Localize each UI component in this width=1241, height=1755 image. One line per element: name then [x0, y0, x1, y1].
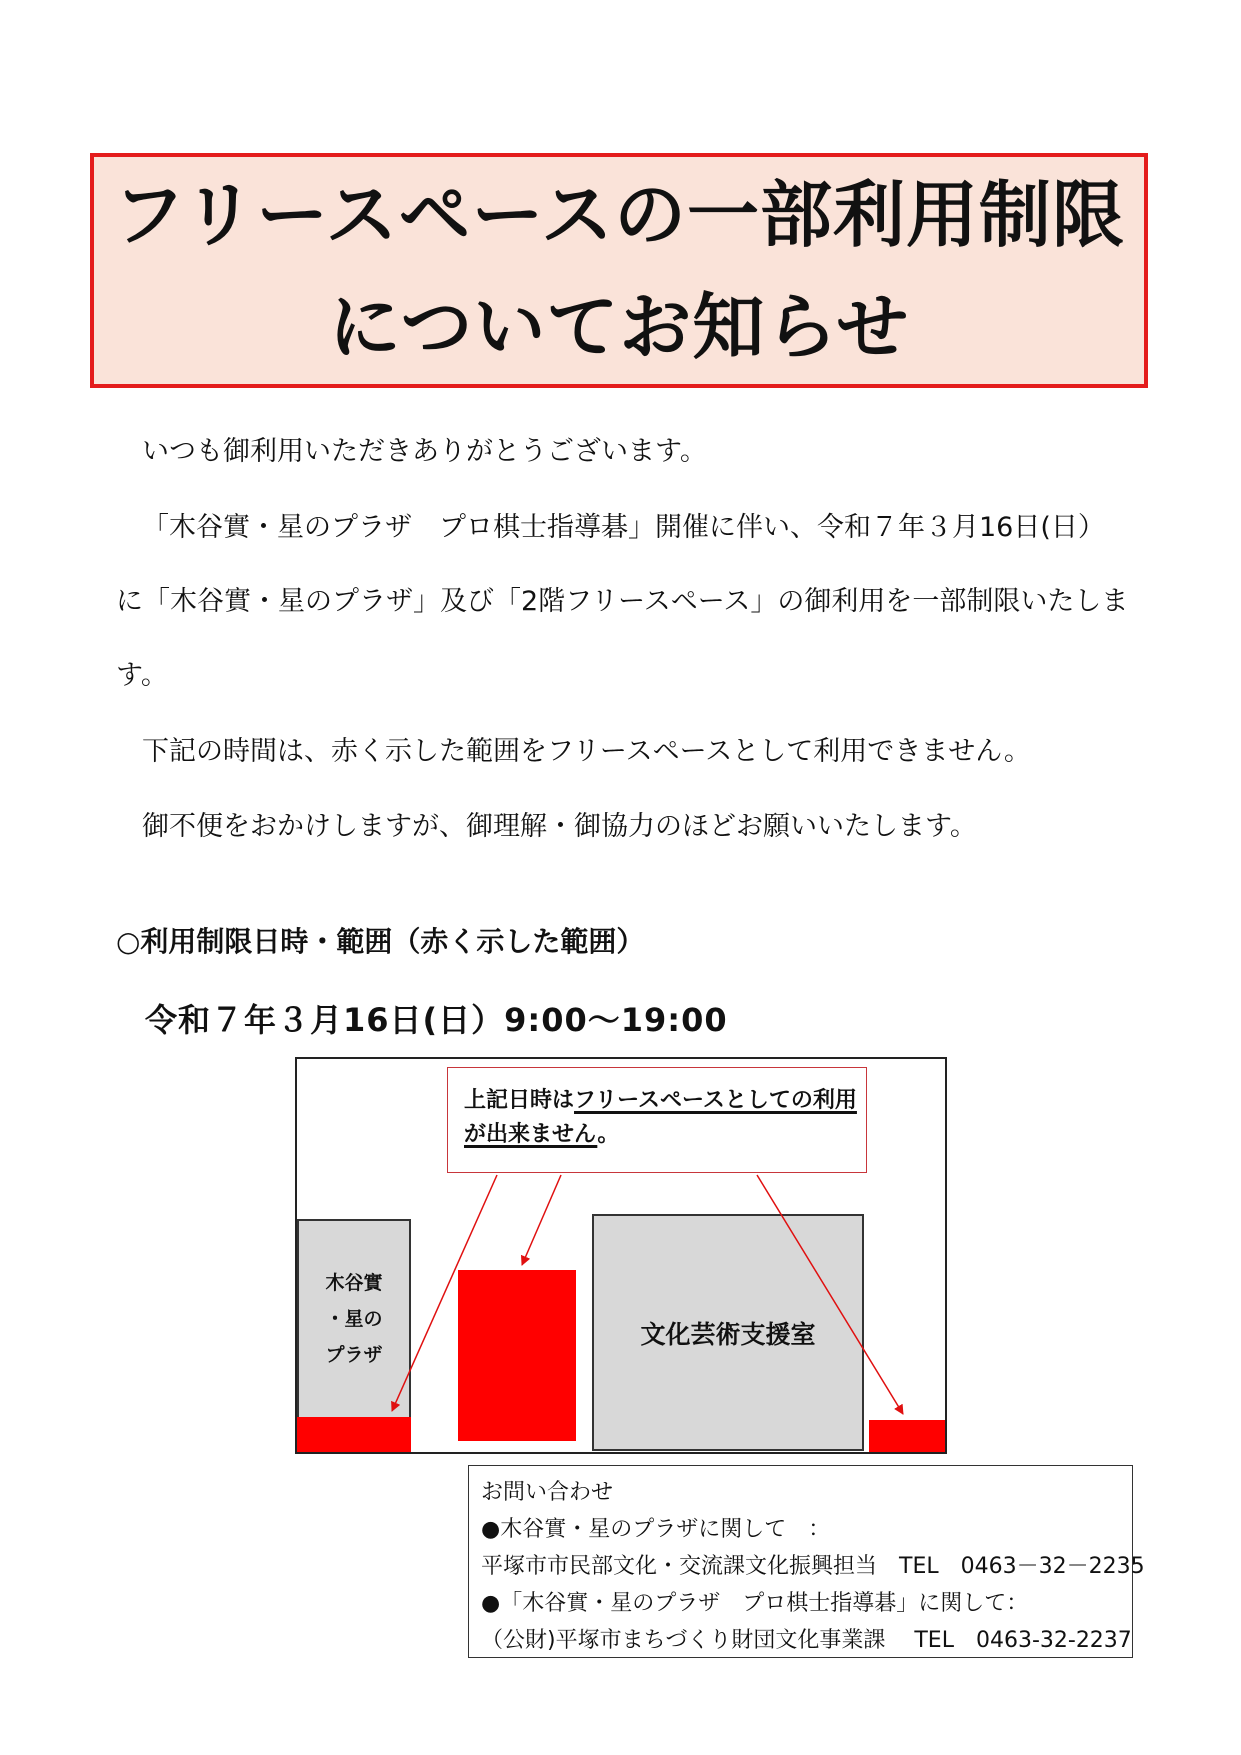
callout-text-plain-2: 。: [597, 1122, 620, 1147]
callout-text-plain: 上記日時は: [464, 1088, 575, 1113]
arrow-to-right-area: [757, 1175, 903, 1414]
callout-text-underlined: フリースペースとしての利用: [574, 1088, 857, 1113]
contact-item-1-detail: 平塚市市民部文化・交流課文化振興担当 TEL 0463－32－2235: [481, 1554, 1145, 1579]
restriction-heading: ○利用制限日時・範囲（赤く示した範囲）: [116, 925, 645, 958]
restriction-paragraph: 下記の時間は、赤く示した範囲をフリースペースとして利用できません。: [142, 736, 1031, 767]
event-paragraph-line-3: す。: [116, 660, 168, 691]
culture-room-label: 文化芸術支援室: [640, 1319, 816, 1349]
kitani-room-label-1: 木谷實: [325, 1272, 383, 1294]
arrow-to-left-area: [392, 1175, 497, 1411]
floor-plan-diagram: [295, 1057, 947, 1454]
greeting-paragraph: いつも御利用いただきありがとうございます。: [142, 436, 707, 467]
event-paragraph-line-2: に「木谷實・星のプラザ」及び「2階フリースペース」の御利用を一部制限いたしま: [116, 586, 1129, 617]
contact-item-2-detail: （公財)平塚市まちづくり財団文化事業課 TEL 0463-32-2237: [481, 1628, 1132, 1653]
callout-text-underlined-2: が出来ません: [464, 1122, 598, 1147]
kitani-room-label-2: ・星の: [325, 1308, 383, 1330]
contact-box: [468, 1465, 1145, 1658]
notice-title-box: [90, 153, 1148, 388]
event-paragraph-line-1: 「木谷實・星のプラザ プロ棋士指導碁」開催に伴い、令和７年３月16日(日）: [142, 512, 1105, 543]
notice-title-line-1: フリースペースの一部利用制限: [113, 172, 1125, 257]
arrow-to-center-area: [522, 1175, 561, 1265]
callout-arrows: [297, 1059, 945, 1452]
kitani-room-label-3: プラザ: [325, 1344, 383, 1366]
apology-paragraph: 御不便をおかけしますが、御理解・御協力のほどお願いいたします。: [142, 811, 977, 842]
restriction-datetime: 令和７年３月16日(日）9:00～19:00: [145, 1001, 728, 1039]
contact-item-1-title: ●木谷實・星のプラザに関して ：: [481, 1517, 831, 1542]
contact-heading: お問い合わせ: [481, 1480, 614, 1505]
notice-title-line-2: についてお知らせ: [328, 284, 910, 369]
contact-item-2-title: ●「木谷實・星のプラザ プロ棋士指導碁」に関して：: [481, 1591, 1029, 1616]
